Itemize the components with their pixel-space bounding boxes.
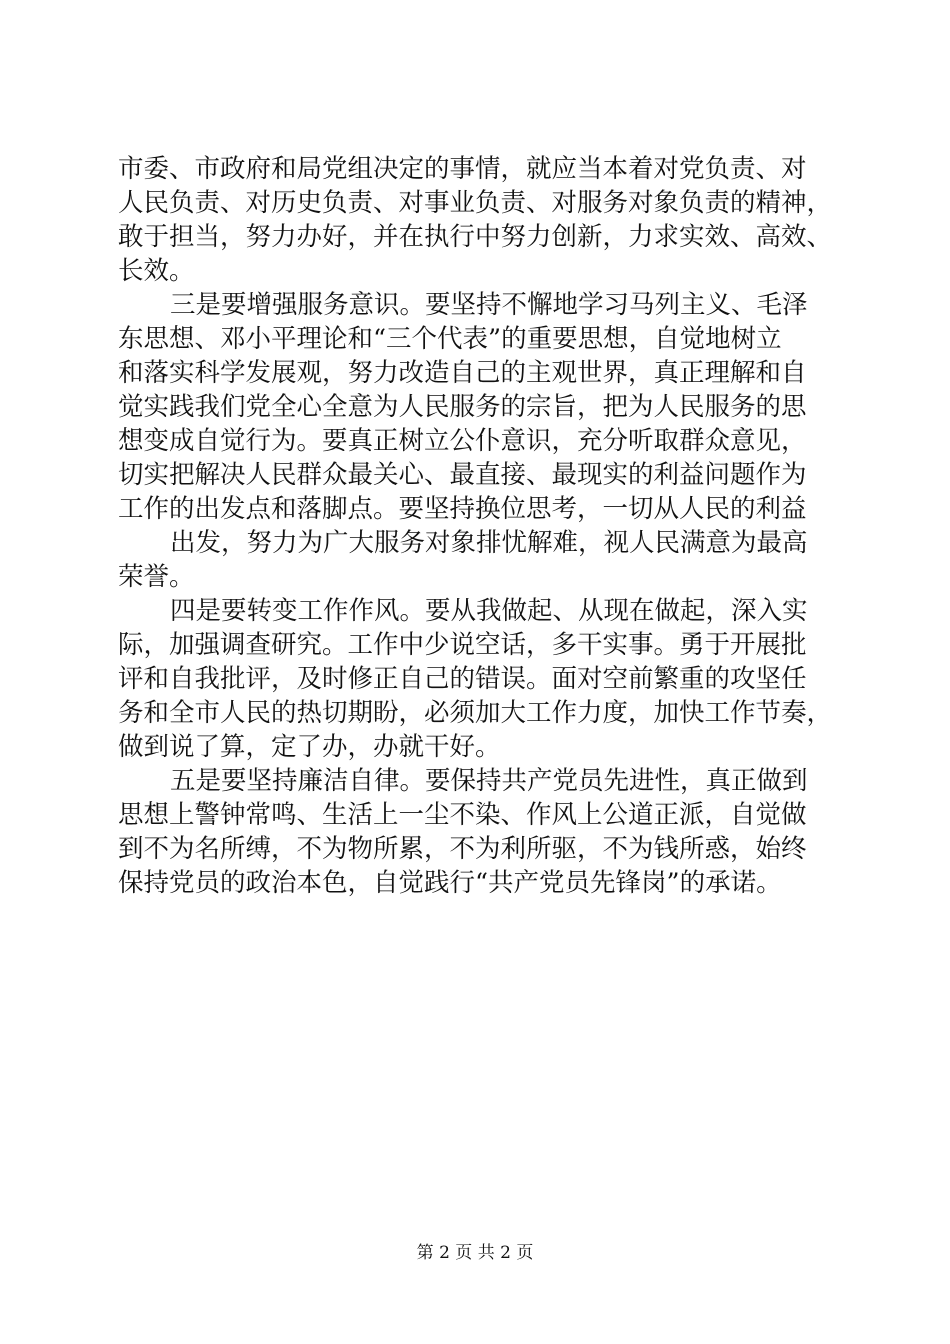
text-line: 觉实践我们党全心全意为人民服务的宗旨，把为人民服务的思	[118, 392, 807, 422]
paragraph-start-line: 四是要转变工作作风。要从我做起、从现在做起，深入实	[170, 596, 808, 626]
text-line: 东思想、邓小平理论和“三个代表”的重要思想，自觉地树立	[118, 324, 782, 354]
text-line: 切实把解决人民群众最关心、最直接、最现实的利益问题作为	[118, 460, 807, 490]
paragraph-start-line: 五是要坚持廉洁自律。要保持共产党员先进性，真正做到	[170, 766, 808, 796]
text-line: 长效。	[118, 256, 195, 286]
text-line: 敢于担当，努力办好，并在执行中努力创新，力求实效、高效、	[118, 222, 833, 252]
text-line: 想变成自觉行为。要真正树立公仆意识，充分听取群众意见，	[118, 426, 807, 456]
text-line: 市委、市政府和局党组决定的事情，就应当本着对党负责、对	[118, 154, 807, 184]
text-line: 保持党员的政治本色，自觉践行“共产党员先锋岗”的承诺。	[118, 868, 782, 898]
text-line: 荣誉。	[118, 562, 195, 592]
text-line: 务和全市人民的热切期盼，必须加大工作力度，加快工作节奏，	[118, 698, 833, 728]
text-line: 思想上警钟常鸣、生活上一尘不染、作风上公道正派，自觉做	[118, 800, 807, 830]
text-line: 人民负责、对历史负责、对事业负责、对服务对象负责的精神，	[118, 188, 833, 218]
paragraph-start-line: 三是要增强服务意识。要坚持不懈地学习马列主义、毛泽	[170, 290, 808, 320]
text-line: 评和自我批评，及时修正自己的错误。面对空前繁重的攻坚任	[118, 664, 807, 694]
page-number-footer: 第 2 页 共 2 页	[416, 1243, 534, 1263]
text-line: 做到说了算，定了办，办就干好。	[118, 732, 501, 762]
text-line: 出发，努力为广大服务对象排忧解难，视人民满意为最高	[170, 528, 808, 558]
text-line: 和落实科学发展观，努力改造自己的主观世界，真正理解和自	[118, 358, 807, 388]
text-line: 工作的出发点和落脚点。要坚持换位思考，一切从人民的利益	[118, 494, 807, 524]
text-line: 到不为名所缚，不为物所累，不为利所驱，不为钱所惑，始终	[118, 834, 807, 864]
text-line: 际，加强调查研究。工作中少说空话，多干实事。勇于开展批	[118, 630, 807, 660]
